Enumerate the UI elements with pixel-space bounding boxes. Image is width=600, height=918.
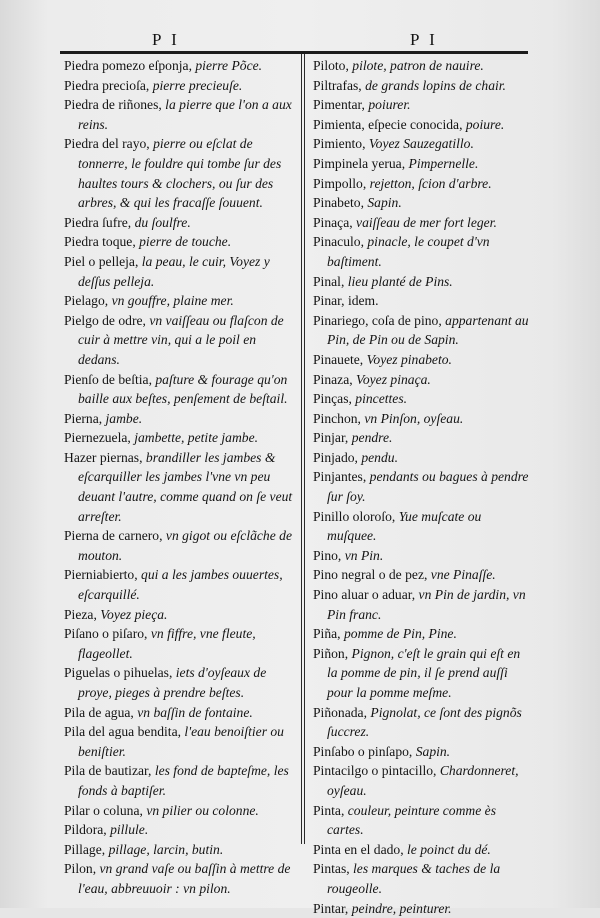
entry-headword: Piedra toque, — [64, 234, 140, 250]
dictionary-entry — [64, 76, 296, 96]
entry-headword: Pillage, — [64, 841, 109, 857]
entry-translation: Yue muſcate ou muſquee. — [327, 508, 482, 544]
entry-translation: pincettes. — [355, 391, 408, 407]
dictionary-entry — [313, 193, 533, 213]
dictionary-entry — [313, 428, 533, 448]
running-head-left: P I — [152, 30, 180, 49]
entry-translation: vn Pinſon, oyſeau. — [364, 410, 464, 426]
entry-translation: vn Pin. — [344, 547, 384, 563]
dictionary-entry — [64, 624, 296, 663]
entry-translation: vn gouffre, plaine mer. — [111, 293, 234, 309]
dictionary-entry — [313, 272, 533, 292]
dictionary-entry — [64, 311, 296, 370]
entry-translation: les fond de bapteſme, les fonds à baptiſer. — [78, 763, 289, 798]
dictionary-entry — [64, 370, 296, 409]
entry-headword: Pinal, — [313, 273, 348, 289]
dictionary-entry — [313, 703, 533, 742]
entry-headword: Pildora, — [64, 822, 111, 838]
entry-headword: Piñon, — [313, 645, 352, 661]
entry-headword: Pielgo de odre, — [64, 312, 150, 328]
entry-translation: Voyez Sauzegatillo. — [368, 136, 474, 152]
dictionary-entry — [313, 134, 533, 154]
entry-translation: poiurer. — [368, 97, 411, 113]
entry-headword: Pino negral o de pez, — [313, 567, 431, 583]
entry-translation: vn pilier ou colonne. — [146, 802, 259, 818]
entry-translation: l'eau benoiſtier ou beniſtier. — [78, 724, 284, 759]
entry-translation: Pimpernelle. — [408, 155, 479, 171]
entry-headword: Pinças, — [313, 391, 356, 407]
entry-translation: brandiller les jambes & eſcarquiller les jambes l'vne vn peu deuant l'autre, comme quand on ſe veut arreſter. — [78, 449, 293, 524]
dictionary-entry — [313, 546, 533, 566]
dictionary-entry — [313, 154, 533, 174]
dictionary-entry — [313, 742, 533, 762]
column-divider — [301, 54, 302, 844]
dictionary-entry — [64, 252, 296, 291]
entry-translation: Chardonneret, oyſeau. — [327, 763, 519, 798]
entry-translation: le poinct du dé. — [407, 841, 491, 857]
entry-headword: Piltrafas, — [313, 77, 366, 93]
dictionary-entry — [313, 56, 533, 76]
entry-headword: Pila del agua bendita, — [64, 724, 185, 740]
entry-headword: Pino aluar o aduar, — [313, 587, 419, 603]
dictionary-entry — [64, 801, 296, 821]
entry-translation: iets d'oyſeaux de proye, pieges à prendre beſtes. — [78, 665, 267, 700]
dictionary-entry — [64, 703, 296, 723]
entry-translation: du ſoulfre. — [134, 214, 191, 230]
entry-translation: la peau, le cuir, Voyez y deſſus pelleja. — [78, 253, 270, 289]
dictionary-entry — [64, 605, 296, 625]
dictionary-entry — [313, 761, 533, 800]
dictionary-entry — [313, 840, 533, 860]
dictionary-entry — [313, 115, 533, 135]
dictionary-entry — [64, 232, 296, 252]
entry-translation: pillule. — [110, 822, 149, 838]
entry-translation: couleur, peinture comme ès cartes. — [327, 802, 496, 838]
dictionary-entry — [313, 565, 533, 585]
entry-headword: Pinta en el dado, — [313, 841, 408, 857]
entry-headword: Pinſabo o pinſapo, — [313, 743, 416, 759]
dictionary-entry — [313, 311, 533, 350]
entry-translation: Sapin. — [367, 195, 402, 211]
entry-translation: vn grand vaſe ou baſſin à mettre de l'eau, abbreuuoir : vn pilon. — [78, 861, 291, 896]
dictionary-entry — [313, 585, 533, 624]
dictionary-entry — [313, 644, 533, 703]
dictionary-entry — [64, 663, 296, 702]
entry-headword: Pino, — [313, 547, 345, 563]
entry-headword: Pinauete, — [313, 351, 367, 367]
entry-translation: Voyez pinaça. — [356, 371, 431, 387]
dictionary-entry — [313, 448, 533, 468]
entry-translation: lieu planté de Pins. — [347, 273, 453, 289]
entry-translation: pinacle, le coupet d'vn baſtiment. — [327, 234, 490, 269]
entry-headword: Pierna, — [64, 410, 106, 426]
entry-headword: Pinaça, — [313, 214, 357, 230]
entry-headword: Pinillo oloroſo, — [313, 508, 399, 524]
entry-headword: Pinar, idem. — [313, 293, 379, 309]
dictionary-entry — [64, 859, 296, 898]
dictionary-entry — [313, 899, 533, 918]
entry-translation: vaiſſeau de mer fort leger. — [356, 214, 497, 230]
dictionary-entry — [313, 409, 533, 429]
entry-translation: de grands lopins de chair. — [365, 77, 506, 93]
dictionary-entry — [313, 76, 533, 96]
entry-translation: rejetton, ſcion d'arbre. — [369, 175, 492, 191]
entry-headword: Pintar, — [313, 900, 352, 916]
dictionary-entry — [313, 467, 533, 506]
dictionary-entry — [313, 213, 533, 233]
entry-headword: Piedra de riñones, — [64, 97, 166, 113]
entry-translation: pierre Põce. — [195, 58, 263, 73]
entry-headword: Pila de agua, — [64, 704, 138, 720]
entry-headword: Piguelas o pihuelas, — [64, 665, 176, 681]
entry-headword: Piedra del rayo, — [64, 136, 154, 152]
dictionary-entry — [64, 565, 296, 604]
dictionary-entry — [313, 350, 533, 370]
dictionary-entry — [64, 820, 296, 840]
dictionary-entry — [64, 526, 296, 565]
entry-translation: les marques & taches de la rougeolle. — [327, 861, 501, 896]
entry-headword: Pinchon, — [313, 410, 365, 426]
entry-headword: Pinaza, — [313, 371, 357, 387]
header-rule — [60, 51, 528, 54]
entry-headword: Pintas, — [313, 861, 354, 877]
right-column — [313, 56, 533, 918]
dictionary-entry — [64, 56, 296, 76]
entry-headword: Pieza, — [64, 606, 101, 622]
dictionary-entry — [313, 174, 533, 194]
entry-translation: vn Pin de jardin, vn Pin franc. — [327, 587, 526, 622]
dictionary-entry — [64, 213, 296, 233]
entry-headword: Pimienta, eſpecie conocida, — [313, 116, 466, 132]
entry-headword: Pinabeto, — [313, 195, 368, 211]
entry-headword: Piedra pomezo eſponja, — [64, 58, 196, 73]
entry-headword: Pienſo de beſtia, — [64, 371, 156, 387]
entry-translation: Voyez pinabeto. — [366, 351, 452, 367]
entry-translation: jambette, petite jambe. — [134, 430, 259, 446]
dictionary-entry — [64, 134, 296, 212]
entry-translation: pillage, larcin, butin. — [108, 841, 224, 857]
entry-translation: pierre de touche. — [139, 234, 232, 250]
entry-headword: Hazer piernas, — [64, 449, 146, 465]
entry-translation: pendants ou bagues à pendre ſur ſoy. — [327, 469, 529, 505]
entry-translation: pomme de Pin, Pine. — [343, 626, 457, 642]
entry-headword: Piedra precioſa, — [64, 77, 153, 93]
entry-translation: pendu. — [361, 449, 398, 465]
entry-headword: Pimpinela yerua, — [313, 155, 409, 171]
dictionary-entry — [64, 722, 296, 761]
entry-headword: Piña, — [313, 626, 344, 642]
entry-translation: pierre precieuſe. — [152, 77, 243, 93]
entry-headword: Pinariego, coſa de pino, — [313, 312, 446, 328]
dictionary-entry — [64, 95, 296, 134]
entry-headword: Piedra ſufre, — [64, 214, 135, 230]
entry-translation: Pignon, c'eſt le grain qui eſt en la pomme de pin, il ſe prend auſſi pour la pomme meſme. — [327, 645, 521, 700]
entry-headword: Pinta, — [313, 802, 348, 818]
entry-translation: appartenant au Pin, de Pin ou de Sapin. — [327, 312, 529, 348]
left-column — [64, 56, 296, 899]
entry-translation: vn vaiſſeau ou flaſcon de cuir à mettre vin, qui a le poil en dedans. — [78, 312, 284, 367]
entry-translation: jambe. — [105, 410, 143, 426]
entry-headword: Pimpollo, — [313, 175, 370, 191]
entry-headword: Pila de bautizar, — [64, 763, 155, 779]
dictionary-entry — [313, 801, 533, 840]
dictionary-entry — [313, 859, 533, 898]
entry-translation: paſture & fourage qu'on baille aux beſtes, penſement de beſtail. — [78, 371, 288, 407]
entry-headword: Piernezuela, — [64, 430, 135, 446]
entry-translation: poiure. — [465, 116, 505, 132]
entry-headword: Piſano o piſaro, — [64, 626, 151, 642]
dictionary-entry — [64, 448, 296, 526]
entry-translation: vn gigot ou eſclãche de mouton. — [78, 528, 292, 563]
entry-headword: Pinjantes, — [313, 469, 370, 485]
column-divider — [304, 54, 305, 844]
entry-translation: pendre. — [351, 430, 393, 446]
entry-translation: peindre, peinturer. — [351, 900, 452, 916]
entry-headword: Pierniabierto, — [64, 567, 142, 583]
running-head — [60, 26, 530, 52]
dictionary-entry — [64, 840, 296, 860]
dictionary-entry — [64, 409, 296, 429]
entry-headword: Piñonada, — [313, 704, 371, 720]
dictionary-entry — [64, 291, 296, 311]
dictionary-entry — [313, 95, 533, 115]
entry-headword: Piloto, — [313, 58, 353, 73]
entry-headword: Pinjar, — [313, 430, 352, 446]
dictionary-entry — [313, 232, 533, 271]
running-head-right: P I — [410, 30, 438, 49]
entry-headword: Pielago, — [64, 293, 112, 309]
dictionary-entry — [313, 507, 533, 546]
dictionary-entry — [64, 761, 296, 800]
entry-translation: vn fiffre, vne fleute, flageollet. — [78, 626, 256, 661]
entry-translation: Voyez pieça. — [100, 606, 168, 622]
entry-headword: Pierna de carnero, — [64, 528, 166, 544]
entry-headword: Pimiento, — [313, 136, 369, 152]
entry-translation: vn baſſin de fontaine. — [137, 704, 253, 720]
entry-headword: Pilon, — [64, 861, 100, 877]
entry-translation: pilote, patron de nauire. — [352, 58, 484, 73]
entry-translation: Pignolat, ce ſont des pignõs ſuccrez. — [327, 704, 522, 740]
dictionary-entry — [313, 624, 533, 644]
dictionary-entry — [313, 389, 533, 409]
entry-headword: Pilar o coluna, — [64, 802, 147, 818]
dictionary-entry — [313, 370, 533, 390]
entry-translation: la pierre que l'on a aux reins. — [78, 97, 292, 132]
entry-translation: Sapin. — [415, 743, 451, 759]
entry-translation: pierre ou eſclat de tonnerre, le fouldre qui tombe ſur des haultes tours & clochers, ou ſur des arbres, & qui les fracaſſe ſouuent. — [78, 136, 282, 211]
dictionary-entry — [313, 291, 533, 311]
entry-headword: Pinaculo, — [313, 234, 368, 250]
entry-translation: vne Pinaſſe. — [430, 567, 496, 583]
entry-headword: Pimentar, — [313, 97, 369, 113]
entry-headword: Pinjado, — [313, 449, 362, 465]
entry-headword: Pintacilgo o pintacillo, — [313, 763, 440, 779]
entry-translation: qui a les jambes ouuertes, eſcarquillé. — [78, 567, 283, 603]
dictionary-entry — [64, 428, 296, 448]
entry-headword: Piel o pelleja, — [64, 253, 142, 269]
